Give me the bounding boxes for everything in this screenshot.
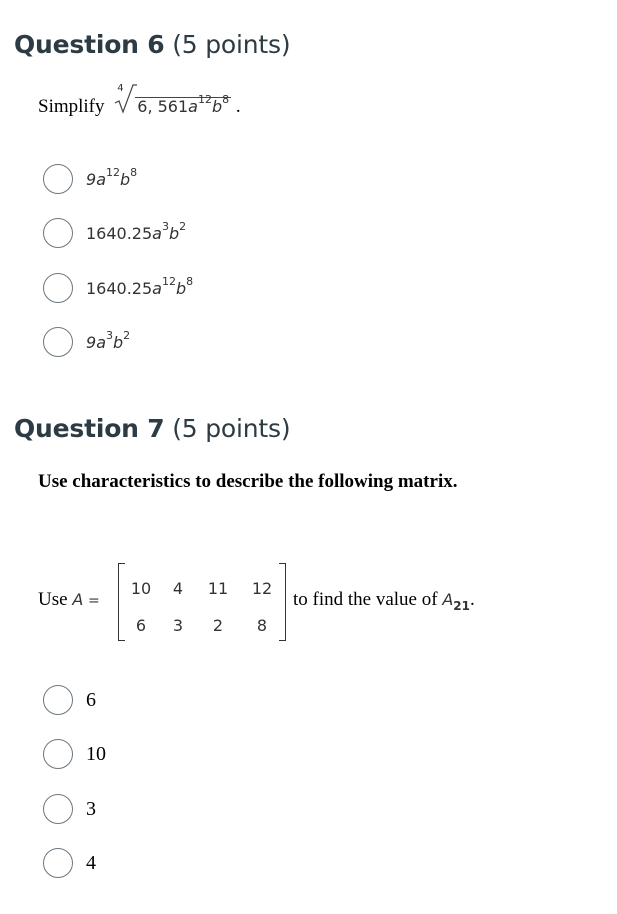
target-subscript: 21 — [453, 598, 470, 613]
matrix-a — [118, 563, 286, 641]
question-6-title — [14, 30, 290, 59]
radio-button[interactable] — [43, 164, 73, 194]
q6-option-2-label — [86, 219, 187, 243]
matrix-cell: 4 — [172, 579, 184, 598]
q7-option-1-label: 6 — [86, 688, 96, 711]
use-word: Use — [38, 589, 68, 610]
question-6-points: (5 points) — [172, 30, 291, 59]
question-6-prompt — [38, 83, 241, 118]
question-7-heading: Question 7 — [14, 414, 165, 443]
matrix-right-bracket — [279, 563, 286, 641]
exp-a: 12 — [161, 274, 176, 288]
question-7-title — [14, 414, 290, 443]
coef: 9 — [86, 332, 97, 352]
q7-option-1[interactable] — [43, 683, 96, 717]
radio-button[interactable] — [43, 273, 73, 303]
radical-expression — [113, 83, 231, 118]
radicand-number: 6, 561 — [137, 97, 189, 116]
exp-b: 8 — [130, 165, 138, 179]
var-a: a — [152, 223, 162, 243]
matrix-cell: 12 — [251, 579, 273, 598]
radio-button[interactable] — [43, 848, 73, 878]
q7-option-2[interactable] — [43, 737, 106, 771]
q7-option-3-label: 3 — [86, 797, 96, 820]
find-value-text: to find the value of — [293, 589, 438, 610]
radio-button[interactable] — [43, 685, 73, 715]
radio-button[interactable] — [43, 739, 73, 769]
exp-b: 2 — [179, 219, 187, 233]
question-7-instruction: Use characteristics to describe the following matrix. — [38, 471, 458, 492]
exp-a: 3 — [161, 219, 169, 233]
exp-b: 8 — [186, 274, 194, 288]
var-b: b — [168, 223, 180, 243]
var-a: a — [96, 332, 106, 352]
prompt-period: . — [235, 96, 241, 117]
radio-button[interactable] — [43, 327, 73, 357]
var-a: a — [152, 278, 162, 298]
target-period: . — [469, 589, 475, 610]
coef: 9 — [86, 169, 97, 189]
q7-option-4-label: 4 — [86, 851, 96, 874]
matrix-cell: 11 — [207, 579, 229, 598]
radicand — [135, 93, 231, 116]
exp-b: 2 — [123, 328, 131, 342]
use-label — [38, 589, 100, 611]
q6-option-3-label — [86, 274, 194, 298]
q6-option-2[interactable] — [43, 216, 186, 250]
var-a: a — [96, 169, 106, 189]
var-b: b — [175, 278, 187, 298]
matrix-cell: 2 — [212, 616, 224, 635]
radicand-var-b: b — [211, 97, 223, 116]
var-b: b — [113, 332, 124, 352]
matrix-after-text — [293, 589, 475, 613]
matrix-cell: 3 — [172, 616, 184, 635]
equals-sign: = — [88, 593, 100, 609]
matrix-var-a: A — [72, 590, 84, 609]
q6-option-4-label — [86, 328, 131, 352]
q6-option-1[interactable] — [43, 162, 137, 196]
q6-option-1-label — [86, 165, 138, 189]
question-7-points: (5 points) — [172, 414, 291, 443]
q6-option-4[interactable] — [43, 325, 130, 359]
q6-option-3[interactable] — [43, 271, 193, 305]
var-b: b — [120, 169, 131, 189]
q7-option-2-label: 10 — [86, 742, 106, 765]
q7-option-4[interactable] — [43, 846, 96, 880]
matrix-left-bracket — [118, 563, 125, 641]
exp-a: 12 — [106, 165, 120, 179]
coef: 1640.25 — [86, 223, 153, 243]
q7-option-3[interactable] — [43, 792, 96, 826]
radio-button[interactable] — [43, 218, 73, 248]
coef: 1640.25 — [86, 278, 153, 298]
matrix-cell: 6 — [135, 616, 147, 635]
radical-index: 4 — [117, 83, 124, 94]
radicand-exp-a: 12 — [197, 93, 212, 106]
exp-a: 3 — [106, 328, 113, 342]
target-var-a: A — [442, 590, 454, 609]
simplify-word: Simplify — [38, 96, 105, 117]
radicand-exp-b: 8 — [222, 93, 230, 106]
matrix-cell: 10 — [130, 579, 152, 598]
matrix-cell: 8 — [256, 616, 268, 635]
question-6-heading: Question 6 — [14, 30, 165, 59]
radio-button[interactable] — [43, 794, 73, 824]
radicand-var-a: a — [188, 97, 198, 116]
